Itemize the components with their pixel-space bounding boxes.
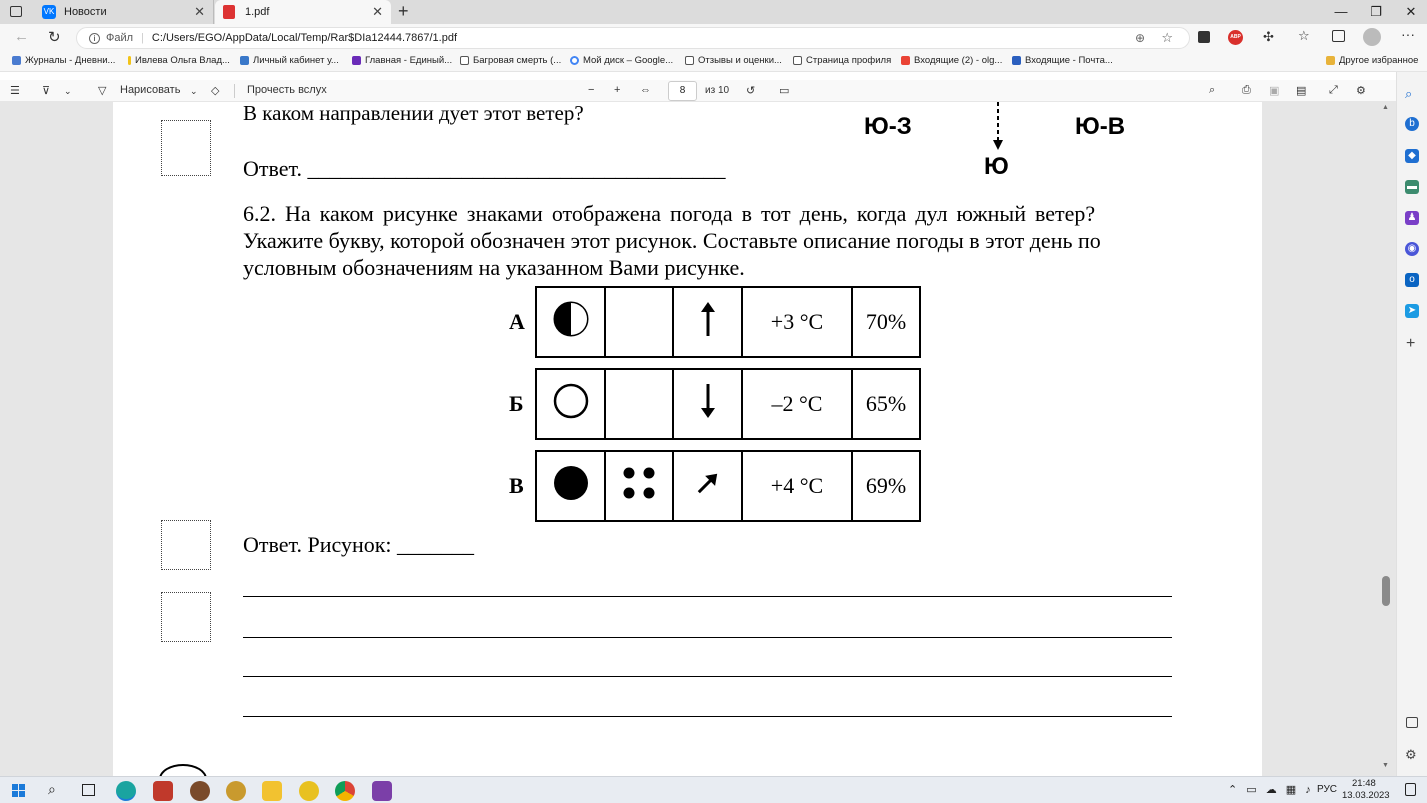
tab-news[interactable] <box>34 0 214 24</box>
humidity-value: 70% <box>852 287 920 357</box>
tab-pdf[interactable] <box>215 0 391 24</box>
bookmark-item[interactable]: Страница профиля <box>793 55 891 66</box>
page-icon <box>460 56 469 65</box>
answer-line: Ответ. ______________________________________ <box>243 156 726 181</box>
page-number-input[interactable]: 8 <box>668 81 697 101</box>
answer-score-box <box>161 120 211 176</box>
weather-row-table <box>535 286 921 358</box>
address-row <box>0 24 1427 52</box>
tools-icon[interactable]: ▬ <box>1407 181 1417 192</box>
compass-label-sw: Ю-З <box>864 113 912 140</box>
bookmark-item[interactable]: Мой диск – Google... <box>570 55 673 66</box>
new-tab-button[interactable]: + <box>398 1 409 21</box>
answer-line <box>243 676 1172 677</box>
vk-icon: VK <box>42 5 56 19</box>
toolbar-divider <box>234 84 235 98</box>
precipitation-icon <box>605 451 673 521</box>
address-separator: | <box>141 32 144 44</box>
save-as-icon[interactable]: ▤ <box>1296 85 1307 97</box>
bookmark-item[interactable]: Главная - Единый... <box>352 55 452 66</box>
page-total: из 10 <box>705 85 730 96</box>
app-taskbar-icon[interactable] <box>190 781 210 801</box>
search-icon[interactable]: ⌕ <box>1209 84 1216 96</box>
compass-label-s: Ю <box>984 153 1009 180</box>
answer-score-box <box>161 592 211 642</box>
chrome-taskbar-icon[interactable] <box>335 781 355 801</box>
folder-icon <box>1326 56 1335 65</box>
explorer-taskbar-icon[interactable] <box>262 781 282 801</box>
app-taskbar-icon[interactable] <box>299 781 319 801</box>
clock-date[interactable]: 13.03.2023 <box>1342 790 1390 801</box>
compass-arrow-icon <box>988 102 1008 154</box>
chevron-down-icon[interactable]: ⌄ <box>190 86 198 96</box>
info-icon: i <box>89 33 100 44</box>
precipitation-icon <box>605 369 673 439</box>
yellow-bar-icon <box>128 56 131 65</box>
app-taskbar-icon[interactable] <box>153 781 173 801</box>
draw-icon[interactable]: ▽ <box>98 85 107 97</box>
help-icon <box>240 56 249 65</box>
notifications-icon[interactable] <box>1405 783 1416 796</box>
zoom-out-button[interactable]: − <box>588 84 595 96</box>
wind-arrow-icon <box>673 451 742 521</box>
weather-row-table <box>535 450 921 522</box>
answer-line <box>243 596 1172 597</box>
weather-row-letter: В <box>509 473 524 498</box>
bookmark-item[interactable]: Входящие - Почта... <box>1012 55 1113 66</box>
pdf-icon <box>223 5 235 19</box>
language-indicator[interactable]: РУС <box>1317 784 1338 795</box>
outlook-icon[interactable]: o <box>1405 273 1419 287</box>
bookmark-item[interactable]: Ивлева Ольга Влад... <box>128 55 230 66</box>
extension-icon[interactable] <box>1198 31 1210 43</box>
google-icon <box>570 56 579 65</box>
question-text: В каком направлении дует этот ветер? <box>243 102 584 125</box>
precipitation-icon <box>605 287 673 357</box>
cloud-cover-icon <box>536 369 605 439</box>
edge-taskbar-icon[interactable] <box>116 781 136 801</box>
edge-sidebar <box>1396 72 1427 776</box>
games-icon[interactable]: ♟ <box>1405 211 1419 225</box>
address-prefix: Файл <box>106 32 134 44</box>
task-line-1: 6.2. На каком рисунке знаками отображена погода в тот день, когда дул южный ветер? <box>243 201 1096 226</box>
answer-figure-line: Ответ. Рисунок: _______ <box>243 532 475 557</box>
scroll-up-arrow[interactable]: ▲ <box>1382 104 1389 111</box>
more-menu-icon[interactable]: ··· <box>1401 26 1415 42</box>
contents-icon[interactable]: ☰ <box>10 85 20 97</box>
page-view-icon[interactable]: ▭ <box>779 85 790 97</box>
weather-row-table <box>535 368 921 440</box>
task-view-icon[interactable] <box>82 784 95 796</box>
favorites-icon[interactable]: ☆ <box>1298 28 1310 43</box>
extensions-puzzle-icon[interactable]: ✣ <box>1263 29 1274 44</box>
office-icon[interactable]: ◉ <box>1405 242 1419 256</box>
start-windows-icon[interactable] <box>12 784 25 797</box>
temperature-value: +4 °C <box>742 451 852 521</box>
bookmarks-bar <box>0 52 1427 72</box>
answer-score-box <box>161 520 211 570</box>
minimize-button[interactable]: — <box>1334 4 1348 19</box>
clock-time[interactable]: 21:48 <box>1352 778 1376 789</box>
answer-line <box>243 637 1172 638</box>
temperature-value: –2 °C <box>742 369 852 439</box>
rotate-icon[interactable]: ↺ <box>746 85 756 97</box>
scroll-down-arrow[interactable]: ▼ <box>1382 762 1389 769</box>
save-icon[interactable]: ▣ <box>1269 85 1280 97</box>
fullscreen-icon[interactable]: ⤢ <box>1329 84 1338 96</box>
tab-label: Новости <box>64 6 107 18</box>
tray-icons[interactable]: ⌃ ▭ ☁ ▦ ♪ <box>1228 784 1314 796</box>
humidity-value: 65% <box>852 369 920 439</box>
close-tab-icon[interactable]: ✕ <box>372 4 383 19</box>
task-line-2: Укажите букву, которой обозначен этот рисунок. Составьте описание погоды в этот день по <box>243 228 1101 253</box>
print-icon[interactable]: ⎙ <box>1242 84 1251 96</box>
pdf-page <box>113 102 1262 776</box>
tab-label: 1.pdf <box>245 6 270 18</box>
close-window-button[interactable]: ✕ <box>1405 4 1417 19</box>
cloud-cover-icon <box>536 451 605 521</box>
sidebar-toggle-icon[interactable] <box>1406 717 1418 728</box>
eraser-icon[interactable]: ◇ <box>211 85 220 97</box>
compass-label-se: Ю-В <box>1075 113 1126 140</box>
close-tab-icon[interactable]: ✕ <box>194 4 205 19</box>
vertical-scrollbar[interactable] <box>1380 102 1392 776</box>
collections-icon[interactable] <box>1332 30 1345 42</box>
back-button[interactable]: ← <box>14 28 29 45</box>
gmail-icon <box>901 56 910 65</box>
add-sidebar-button[interactable]: + <box>1406 335 1416 352</box>
zoom-icon[interactable]: ⊕ <box>1134 31 1145 45</box>
highlight-icon[interactable]: ⊽ <box>42 85 51 97</box>
wind-arrow-icon <box>673 287 742 357</box>
app-taskbar-icon[interactable] <box>372 781 392 801</box>
cloud-cover-icon <box>536 287 605 357</box>
search-icon[interactable]: ⌕ <box>1405 86 1413 101</box>
weather-row-letter: Б <box>509 391 524 416</box>
bookmark-item[interactable]: Личный кабинет у... <box>240 55 339 66</box>
gosuslugi-icon <box>352 56 361 65</box>
adblock-icon[interactable]: ABP <box>1228 30 1243 45</box>
weather-row-letter: А <box>509 309 525 334</box>
next-task-circle <box>159 764 207 776</box>
page-icon <box>685 56 694 65</box>
pdf-toolbar <box>0 80 1396 102</box>
refresh-button[interactable]: ↻ <box>48 29 61 46</box>
task-line-3: условным обозначениям на указанном Вами рисунке. <box>243 255 745 280</box>
tab-actions-icon[interactable] <box>10 6 22 17</box>
tab-bar <box>0 0 1427 24</box>
avatar[interactable] <box>1363 28 1381 46</box>
sidebar-settings-icon[interactable]: ⚙ <box>1405 747 1417 762</box>
bookmark-item[interactable]: Журналы - Дневни... <box>12 55 115 66</box>
wind-arrow-icon <box>673 369 742 439</box>
address-url: C:/Users/EGO/AppData/Local/Temp/Rar$DIa12444.7867/1.pdf <box>151 32 458 44</box>
chevron-down-icon[interactable]: ⌄ <box>64 86 72 96</box>
search-icon[interactable]: ⌕ <box>48 781 56 797</box>
journal-icon <box>12 56 21 65</box>
zoom-in-button[interactable]: + <box>614 84 621 96</box>
mail-icon <box>1012 56 1021 65</box>
bookmark-item[interactable]: Отзывы и оценки... <box>685 55 782 66</box>
app-taskbar-icon[interactable] <box>226 781 246 801</box>
settings-gear-icon[interactable]: ⚙ <box>1356 85 1366 97</box>
favorite-star-icon[interactable]: ☆ <box>1161 30 1173 45</box>
humidity-value: 69% <box>852 451 920 521</box>
scrollbar-thumb[interactable] <box>1382 576 1390 606</box>
bookmark-item[interactable]: Входящие (2) - olg... <box>901 55 1002 66</box>
bing-icon[interactable]: b <box>1405 117 1419 131</box>
maximize-button[interactable]: ❐ <box>1370 4 1382 19</box>
draw-button[interactable]: Нарисовать <box>120 84 181 96</box>
bookmark-item[interactable]: Багровая смерть (... <box>460 55 561 66</box>
fit-page-icon[interactable]: ⇔ <box>640 84 651 96</box>
other-bookmarks-folder[interactable]: Другое избранное <box>1326 55 1418 66</box>
send-icon[interactable]: ➤ <box>1405 304 1419 318</box>
windows-taskbar <box>0 776 1427 803</box>
page-icon <box>793 56 802 65</box>
temperature-value: +3 °C <box>742 287 852 357</box>
address-bar[interactable] <box>76 27 1190 49</box>
read-aloud-button[interactable]: Прочесть вслух <box>247 84 327 96</box>
shopping-tag-icon[interactable]: ◆ <box>1405 149 1419 163</box>
answer-line <box>243 716 1172 717</box>
